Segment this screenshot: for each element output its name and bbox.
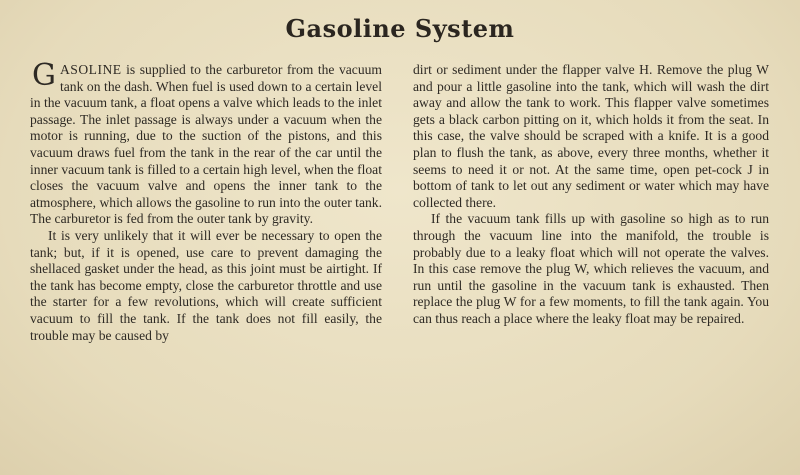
paragraph-intro — [30, 58, 382, 228]
drop-cap: G — [32, 58, 56, 93]
paragraph-intro-text: is supplied to the carburetor from the vacuum tank on the dash. When fuel is used down to a certain level in the vacuum tank, a float opens a valve which leads to the inlet passage. The inlet passage is always under a vacuum when the motor is running, due to the suction of the pistons, and this vacuum draws fuel from the tank in the rear of the car until the inner vacuum tank is filled to a certain high level, when the float closes the vacuum valve and opens the inner tank to the atmosphere, which allows the gasoline to run into the outer tank. The carburetor is fed from the outer tank by gravity. — [30, 62, 382, 227]
paragraph-flapper-valve: dirt or sediment under the flapper valve H. Remove the plug W and pour a little gasoline into the tank, which will wash the dirt away and allow the tank to work. This flapper valve sometimes gets a black carbon pitting on it, which holds it from the seat. In this case, the valve should be scraped with a knife. It is a good plan to flush the tank, as above, every three months, whether it seems to need it or not. At the same time, open pet-cock J in bottom of tank to let out any sediment or water which may have collected there. — [413, 62, 769, 210]
paragraph-leaky-float: If the vacuum tank fills up with gasoline so high as to run through the vacuum line into the manifold, the trouble is probably due to a leaky float which will not operate the valves. In this case remove the plug W, which relieves the vacuum, and run until the gasoline in the vacuum tank is exhausted. Then replace the plug W for a few moments, to fill the tank again. You can thus reach a place where the leaky float may be repaired. — [413, 211, 769, 326]
lead-caps: ASOLINE — [59, 62, 122, 77]
page-title: Gasoline System — [285, 14, 515, 43]
paragraph-opening-tank: It is very unlikely that it will ever be necessary to open the tank; but, if it is opened, use care to prevent damaging the shellaced gasket under the head, as this joint must be airtight. If the tank has become empty, close the carburetor throttle and use the starter for a few revolutions, which will create sufficient vacuum to fill the tank. If the tank does not fill easily, the trouble may be caused by — [30, 227, 382, 343]
right-column — [413, 62, 769, 328]
left-column — [30, 58, 382, 344]
